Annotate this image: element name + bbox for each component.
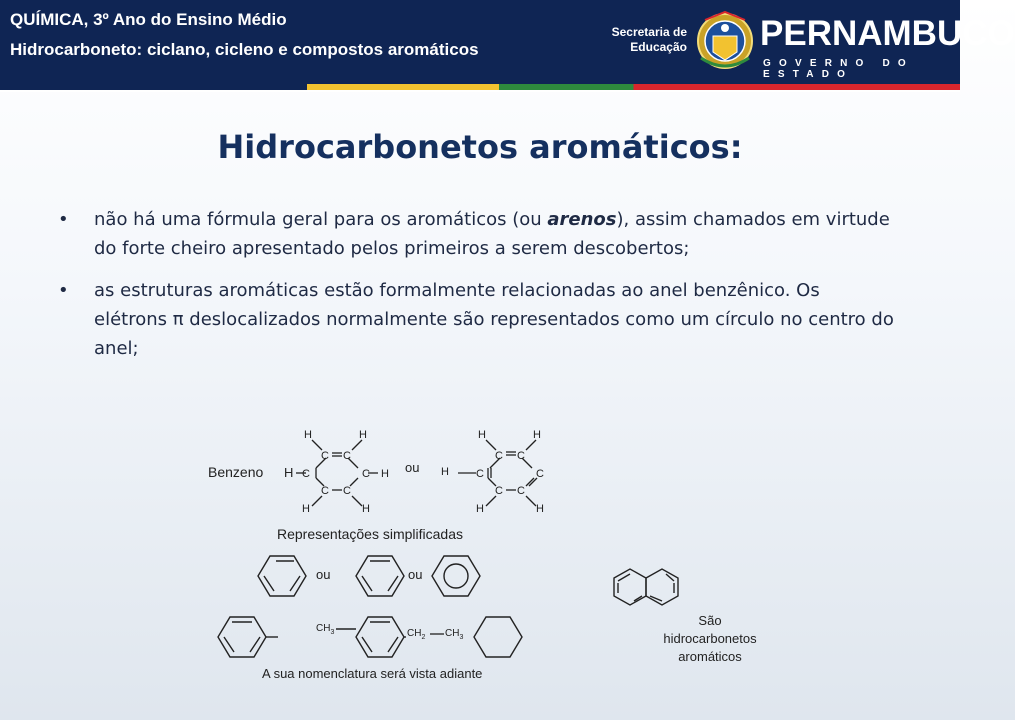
- benzene-label: Benzeno: [208, 464, 264, 480]
- atom-c: C: [495, 450, 503, 462]
- naphthalene-caption: aromáticos: [678, 649, 742, 664]
- atom-h: H: [302, 503, 310, 515]
- benzene-circle-hexagon: [432, 556, 480, 596]
- naphthalene-caption: hidrocarbonetos: [663, 631, 757, 646]
- atom-h: H: [284, 465, 294, 480]
- slide-title: Hidrocarbonetos aromáticos:: [217, 128, 743, 166]
- atom-h: H: [381, 468, 389, 480]
- state-name: PERNAMBUCO: [760, 14, 1015, 53]
- bullet-item: • as estruturas aromáticas estão formalmente relacionadas ao anel benzênico. Os elétrons π deslocalizados normalmente são representados como um círculo no centro do anel;: [58, 276, 898, 363]
- atom-c: C: [495, 485, 503, 497]
- bullet-item: • não há uma fórmula geral para os aromáticos (ou arenos), assim chamados em virtude do forte cheiro apresentado pelos primeiros a serem descobertos;: [58, 205, 898, 263]
- atom-c: C: [476, 468, 484, 480]
- or-label: ou: [408, 567, 423, 582]
- benzene-hexagon-2: [356, 556, 404, 596]
- atom-h: H: [362, 503, 370, 515]
- atom-h: H: [478, 429, 486, 441]
- divider: [0, 90, 960, 92]
- atom-c: C: [343, 485, 351, 497]
- atom-h: H: [476, 503, 484, 515]
- atom-c: C: [362, 468, 370, 480]
- atom-h: H: [533, 429, 541, 441]
- atom-c: C: [517, 450, 525, 462]
- or-label: ou: [405, 460, 420, 475]
- toluene-ring: [336, 617, 406, 657]
- or-label: ou: [316, 567, 331, 582]
- atom-c: C: [321, 485, 329, 497]
- atom-c: C: [343, 450, 351, 462]
- methyl-label: $CH_3$: [316, 623, 335, 636]
- naphthalene-caption: São: [698, 613, 722, 628]
- atom-h: H: [536, 503, 544, 515]
- naming-caption: A sua nomenclatura será vista adiante: [262, 666, 483, 681]
- pernambuco-coat-of-arms-icon: [695, 8, 755, 78]
- atom-c: C: [536, 468, 544, 480]
- atom-h: H: [359, 429, 367, 441]
- ethylene-label: $CH_2$: [407, 628, 426, 641]
- department-label: Secretaria de Educação: [611, 25, 687, 54]
- methyl-label: $CH_3$: [445, 628, 464, 641]
- bullet-list: [58, 205, 898, 376]
- atom-c: C: [302, 468, 310, 480]
- emphasized-term: arenos: [547, 209, 617, 230]
- atom-h: H: [441, 466, 449, 478]
- lesson-subtitle: Hidrocarboneto: ciclano, cicleno e compostos aromáticos: [10, 40, 479, 59]
- phenyl-group: [218, 617, 278, 657]
- aromatic-structures-diagram: [0, 420, 960, 720]
- header-bar: [0, 0, 1015, 84]
- pi-symbol: π: [172, 309, 184, 330]
- atom-c: C: [321, 450, 329, 462]
- atom-c: C: [517, 485, 525, 497]
- atom-h: H: [304, 429, 312, 441]
- benzene-hexagon-1: [258, 556, 306, 596]
- naphthalene-structure: [614, 569, 678, 605]
- course-title: QUÍMICA, 3º Ano do Ensino Médio: [10, 10, 287, 29]
- cyclohexane-ring: [474, 617, 522, 657]
- state-government-label: GOVERNO DO ESTADO: [763, 58, 914, 80]
- simplified-caption: Representações simplificadas: [277, 526, 463, 542]
